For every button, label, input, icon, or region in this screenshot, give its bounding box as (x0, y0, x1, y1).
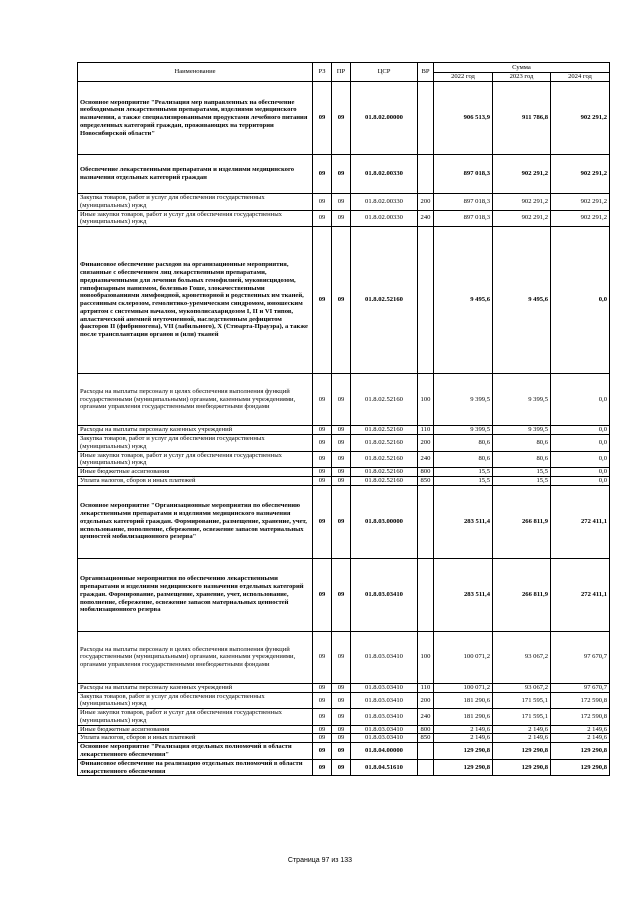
row-value-2022: 897 018,3 (434, 155, 493, 194)
row-csr: 01.8.03.03410 (351, 692, 418, 709)
table-row (78, 725, 610, 734)
row-rz: 09 (313, 709, 332, 726)
row-value-2022: 80,6 (434, 451, 493, 468)
row-pr: 09 (332, 155, 351, 194)
row-value-2023: 2 149,6 (493, 725, 551, 734)
row-vr (418, 759, 434, 776)
row-csr: 01.8.02.52160 (351, 374, 418, 426)
row-csr: 01.8.03.03410 (351, 709, 418, 726)
row-rz: 09 (313, 155, 332, 194)
row-value-2023: 266 811,9 (493, 485, 551, 558)
row-value-2022: 181 290,6 (434, 692, 493, 709)
row-value-2024: 172 590,8 (551, 692, 610, 709)
table-row (78, 558, 610, 631)
row-csr: 01.8.03.03410 (351, 725, 418, 734)
row-value-2024: 272 411,1 (551, 558, 610, 631)
row-value-2024: 902 291,2 (551, 194, 610, 211)
row-vr: 100 (418, 374, 434, 426)
row-vr: 200 (418, 194, 434, 211)
row-rz: 09 (313, 734, 332, 743)
row-value-2022: 9 399,5 (434, 426, 493, 435)
row-csr: 01.8.02.00000 (351, 82, 418, 155)
row-csr: 01.8.02.52160 (351, 451, 418, 468)
row-value-2023: 266 811,9 (493, 558, 551, 631)
row-rz: 09 (313, 683, 332, 692)
row-value-2022: 181 290,6 (434, 709, 493, 726)
row-csr: 01.8.02.52160 (351, 468, 418, 477)
table-row (78, 374, 610, 426)
row-csr: 01.8.02.52160 (351, 426, 418, 435)
row-value-2022: 15,5 (434, 468, 493, 477)
row-name: Уплата налогов, сборов и иных платежей (78, 734, 313, 743)
row-pr: 09 (332, 194, 351, 211)
row-pr: 09 (332, 485, 351, 558)
row-pr: 09 (332, 468, 351, 477)
header-2022: 2022 год (434, 73, 493, 82)
row-value-2022: 129 290,8 (434, 759, 493, 776)
row-csr: 01.8.02.52160 (351, 435, 418, 452)
budget-table (77, 62, 610, 776)
row-name: Организационные мероприятия по обеспечению лекарственными препаратами и изделиями медицинского назначения отдельных категорий граждан. Формирование, размещение, хранение, учет, использование, пополнение, сбережение, освежение запасов материальных ценностей мобилизационного резерва (78, 558, 313, 631)
row-value-2023: 902 291,2 (493, 155, 551, 194)
row-name: Закупка товаров, работ и услуг для обеспечения государственных (муниципальных) нужд (78, 692, 313, 709)
table-row (78, 476, 610, 485)
row-vr (418, 743, 434, 760)
table-row (78, 743, 610, 760)
row-rz: 09 (313, 451, 332, 468)
row-name: Основное мероприятие "Реализация отдельных полномочий в области лекарственного обеспечения" (78, 743, 313, 760)
row-name: Иные закупки товаров, работ и услуг для обеспечения государственных (муниципальных) нужд (78, 210, 313, 227)
row-vr: 200 (418, 435, 434, 452)
row-vr: 240 (418, 451, 434, 468)
row-pr: 09 (332, 451, 351, 468)
row-rz: 09 (313, 631, 332, 683)
row-rz: 09 (313, 743, 332, 760)
row-pr: 09 (332, 435, 351, 452)
row-pr: 09 (332, 743, 351, 760)
table-row (78, 435, 610, 452)
row-name: Закупка товаров, работ и услуг для обеспечения государственных (муниципальных) нужд (78, 194, 313, 211)
row-csr: 01.8.03.03410 (351, 734, 418, 743)
table-body (78, 82, 610, 776)
row-name: Закупка товаров, работ и услуг для обеспечения государственных (муниципальных) нужд (78, 435, 313, 452)
row-value-2024: 97 670,7 (551, 683, 610, 692)
row-csr: 01.8.03.00000 (351, 485, 418, 558)
row-value-2023: 15,5 (493, 476, 551, 485)
row-rz: 09 (313, 374, 332, 426)
page-number: Страница 97 из 133 (287, 857, 353, 864)
row-value-2023: 15,5 (493, 468, 551, 477)
row-vr (418, 558, 434, 631)
row-vr (418, 485, 434, 558)
header-vr: ВР (418, 63, 434, 82)
row-csr: 01.8.02.52160 (351, 476, 418, 485)
row-value-2024: 0,0 (551, 426, 610, 435)
row-name: Расходы на выплаты персоналу в целях обеспечения выполнения функций государственными (муниципальными) органами, казенными учреждениями, органами управления государственными внебюджетными фондами (78, 631, 313, 683)
row-value-2022: 2 149,6 (434, 725, 493, 734)
row-value-2023: 911 786,8 (493, 82, 551, 155)
row-value-2022: 9 495,6 (434, 227, 493, 374)
row-value-2024: 2 149,6 (551, 734, 610, 743)
row-pr: 09 (332, 692, 351, 709)
row-value-2023: 80,6 (493, 451, 551, 468)
row-name: Иные бюджетные ассигнования (78, 725, 313, 734)
row-pr: 09 (332, 476, 351, 485)
row-value-2022: 9 399,5 (434, 374, 493, 426)
row-value-2023: 9 495,6 (493, 227, 551, 374)
row-name: Иные закупки товаров, работ и услуг для обеспечения государственных (муниципальных) нужд (78, 451, 313, 468)
row-vr: 110 (418, 683, 434, 692)
row-csr: 01.8.03.03410 (351, 683, 418, 692)
row-value-2023: 129 290,8 (493, 759, 551, 776)
row-pr: 09 (332, 374, 351, 426)
table-row (78, 683, 610, 692)
row-name: Основное мероприятие "Реализация мер направленных на обеспечение необходимыми лекарственными препаратами, изделиями медицинского назначения, а также специализированными продуктами лечебного питания определенных категорий граждан, проживающих на территории Новосибирской области" (78, 82, 313, 155)
row-value-2022: 100 071,2 (434, 631, 493, 683)
row-vr (418, 82, 434, 155)
row-value-2022: 100 071,2 (434, 683, 493, 692)
row-pr: 09 (332, 82, 351, 155)
row-vr: 850 (418, 734, 434, 743)
row-name: Обеспечение лекарственными препаратами и изделиями медицинского назначения отдельных категорий граждан (78, 155, 313, 194)
row-value-2023: 2 149,6 (493, 734, 551, 743)
header-sum: Сумма (434, 63, 610, 73)
table-row (78, 227, 610, 374)
header-row (78, 63, 610, 73)
row-pr: 09 (332, 631, 351, 683)
row-vr: 800 (418, 725, 434, 734)
header-pr: ПР (332, 63, 351, 82)
row-name: Расходы на выплаты персоналу казенных учреждений (78, 683, 313, 692)
row-rz: 09 (313, 210, 332, 227)
row-value-2022: 897 018,3 (434, 194, 493, 211)
row-rz: 09 (313, 759, 332, 776)
row-name: Расходы на выплаты персоналу казенных учреждений (78, 426, 313, 435)
row-csr: 01.8.02.00330 (351, 155, 418, 194)
row-value-2023: 93 067,2 (493, 683, 551, 692)
table-row (78, 451, 610, 468)
row-value-2024: 2 149,6 (551, 725, 610, 734)
row-value-2024: 0,0 (551, 451, 610, 468)
row-value-2023: 171 595,1 (493, 692, 551, 709)
header-rz: РЗ (313, 63, 332, 82)
row-pr: 09 (332, 759, 351, 776)
row-name: Финансовое обеспечение расходов на организационные мероприятия, связанные с обеспечением лиц лекарственными препаратами, предназначенными для лечения больных гемофилией, муковисцидозом, гипофизарным нанизмом, болезнью Гоше, злокачественными новообразованиями лимфоидной, кроветворной и родственных им тканей, рассеянным склерозом, гемолитико-уремическим синдромом, юношеским артритом с системным началом, мукополисахаридозом I, II и VI типов, апластической анемией неуточненной, наследственным дефицитом факторов II (фибриногена), VII (лабильного), X (Стюарта-Прауэра), а также после трансплантации органов и (или) тканей (78, 227, 313, 374)
row-rz: 09 (313, 227, 332, 374)
table-row (78, 194, 610, 211)
row-value-2024: 129 290,8 (551, 759, 610, 776)
row-name: Иные бюджетные ассигнования (78, 468, 313, 477)
row-rz: 09 (313, 558, 332, 631)
row-value-2024: 0,0 (551, 476, 610, 485)
row-vr: 240 (418, 709, 434, 726)
row-csr: 01.8.02.00330 (351, 210, 418, 227)
row-value-2023: 129 290,8 (493, 743, 551, 760)
row-value-2024: 0,0 (551, 435, 610, 452)
row-pr: 09 (332, 227, 351, 374)
row-rz: 09 (313, 725, 332, 734)
row-rz: 09 (313, 426, 332, 435)
row-vr: 240 (418, 210, 434, 227)
table-row (78, 82, 610, 155)
row-value-2024: 97 670,7 (551, 631, 610, 683)
row-rz: 09 (313, 468, 332, 477)
row-rz: 09 (313, 476, 332, 485)
row-vr: 850 (418, 476, 434, 485)
row-pr: 09 (332, 725, 351, 734)
row-vr: 110 (418, 426, 434, 435)
row-value-2022: 906 513,9 (434, 82, 493, 155)
row-value-2022: 283 511,4 (434, 485, 493, 558)
row-value-2023: 902 291,2 (493, 194, 551, 211)
row-value-2024: 172 590,8 (551, 709, 610, 726)
row-value-2024: 129 290,8 (551, 743, 610, 760)
row-pr: 09 (332, 734, 351, 743)
header-2023: 2023 год (493, 73, 551, 82)
row-value-2023: 9 399,5 (493, 426, 551, 435)
row-csr: 01.8.02.52160 (351, 227, 418, 374)
row-value-2024: 0,0 (551, 374, 610, 426)
row-csr: 01.8.03.03410 (351, 558, 418, 631)
row-csr: 01.8.03.03410 (351, 631, 418, 683)
row-vr (418, 155, 434, 194)
row-value-2024: 0,0 (551, 227, 610, 374)
row-csr: 01.8.02.00330 (351, 194, 418, 211)
row-rz: 09 (313, 82, 332, 155)
header-name: Наименование (78, 63, 313, 82)
row-vr: 800 (418, 468, 434, 477)
row-value-2024: 902 291,2 (551, 155, 610, 194)
table-row (78, 426, 610, 435)
row-value-2022: 129 290,8 (434, 743, 493, 760)
row-rz: 09 (313, 435, 332, 452)
row-csr: 01.8.04.51610 (351, 759, 418, 776)
table-row (78, 692, 610, 709)
row-pr: 09 (332, 426, 351, 435)
row-value-2024: 0,0 (551, 468, 610, 477)
row-name: Финансовое обеспечение на реализацию отдельных полномочий в области лекарственного обеспечения (78, 759, 313, 776)
row-csr: 01.8.04.00000 (351, 743, 418, 760)
table-row (78, 155, 610, 194)
row-rz: 09 (313, 692, 332, 709)
row-pr: 09 (332, 683, 351, 692)
row-value-2024: 902 291,2 (551, 82, 610, 155)
row-value-2022: 15,5 (434, 476, 493, 485)
row-name: Уплата налогов, сборов и иных платежей (78, 476, 313, 485)
table-row (78, 759, 610, 776)
row-value-2023: 902 291,2 (493, 210, 551, 227)
table-row (78, 485, 610, 558)
row-value-2023: 80,6 (493, 435, 551, 452)
row-rz: 09 (313, 194, 332, 211)
row-value-2022: 2 149,6 (434, 734, 493, 743)
row-value-2024: 902 291,2 (551, 210, 610, 227)
row-pr: 09 (332, 558, 351, 631)
table-row (78, 734, 610, 743)
row-vr (418, 227, 434, 374)
row-rz: 09 (313, 485, 332, 558)
table-row (78, 709, 610, 726)
row-value-2022: 80,6 (434, 435, 493, 452)
row-name: Основное мероприятие "Организационные мероприятия по обеспечению лекарственными препаратами и изделиями медицинского назначения отдельных категорий граждан. Формирование, размещение, хранение, учет, использование, пополнение, сбережение, освежение запасов материальных ценностей мобилизационного резерва" (78, 485, 313, 558)
row-value-2022: 283 511,4 (434, 558, 493, 631)
table-row (78, 631, 610, 683)
table-row (78, 468, 610, 477)
row-pr: 09 (332, 210, 351, 227)
row-vr: 200 (418, 692, 434, 709)
header-csr: ЦСР (351, 63, 418, 82)
row-value-2023: 171 595,1 (493, 709, 551, 726)
row-value-2023: 9 399,5 (493, 374, 551, 426)
row-value-2022: 897 018,3 (434, 210, 493, 227)
row-pr: 09 (332, 709, 351, 726)
row-value-2023: 93 067,2 (493, 631, 551, 683)
row-vr: 100 (418, 631, 434, 683)
header-2024: 2024 год (551, 73, 610, 82)
row-name: Расходы на выплаты персоналу в целях обеспечения выполнения функций государственными (муниципальными) органами, казенными учреждениями, органами управления государственными внебюджетными фондами (78, 374, 313, 426)
row-value-2024: 272 411,1 (551, 485, 610, 558)
row-name: Иные закупки товаров, работ и услуг для обеспечения государственных (муниципальных) нужд (78, 709, 313, 726)
table-row (78, 210, 610, 227)
